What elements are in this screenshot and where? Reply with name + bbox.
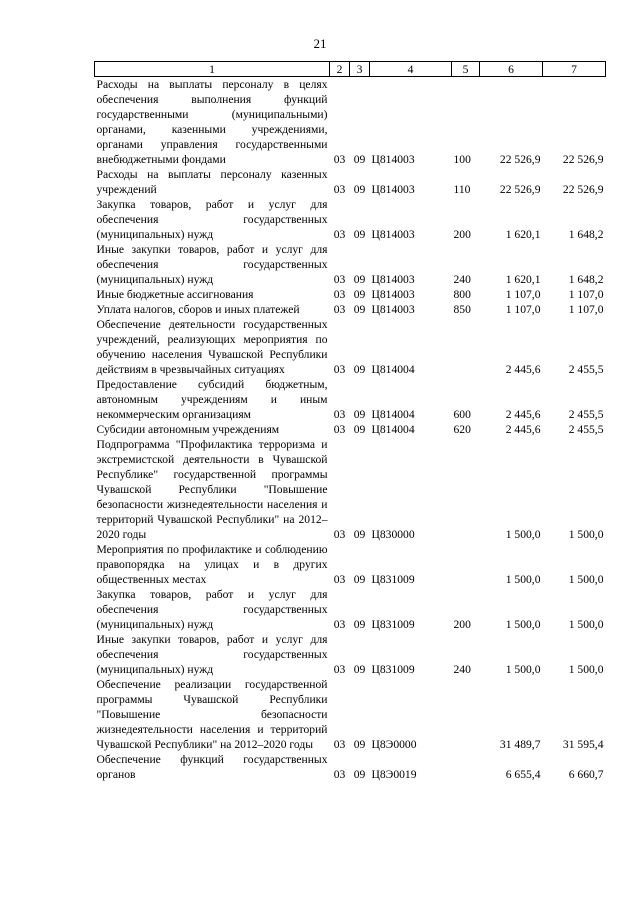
row-subsection: 09 [353,408,366,421]
row-subsection: 09 [353,528,366,541]
row-subsection: 09 [353,183,366,196]
row-amount-year2: 1 107,0 [568,288,604,301]
row-name: Расходы на выплаты персоналу в целях обеспечения выполнения функций государственными (муниципальными) органами, казенными учреждениями, органами управления государственными внебюджетными фондами [96,78,328,166]
table-row [95,287,606,302]
row-amount-year2: 1 107,0 [568,303,604,316]
table-row [95,302,606,317]
row-subsection: 09 [353,618,366,631]
row-expense-type: 200 [453,618,471,631]
row-section: 03 [333,423,346,436]
row-amount-year1: 1 500,0 [505,573,541,586]
row-amount-year1: 1 107,0 [505,303,541,316]
row-amount-year2: 1 648,2 [568,228,604,241]
row-amount-year2: 1 500,0 [568,663,604,676]
row-section: 03 [333,273,346,286]
table-row [95,242,606,287]
row-section: 03 [333,363,346,376]
table-row [95,437,606,542]
row-name: Обеспечение деятельности государственных учреждений, реализующих мероприятия по обучению населения Чувашской Республики действиям в чрезвычайных ситуациях [96,318,328,376]
row-subsection: 09 [353,768,366,781]
col-header-5: 5 [452,62,480,77]
table-row [95,752,606,782]
row-amount-year1: 22 526,9 [499,183,541,196]
col-header-7: 7 [543,62,606,77]
row-subsection: 09 [353,663,366,676]
row-subsection: 09 [353,273,366,286]
header-row [95,62,606,77]
row-section: 03 [333,153,346,166]
row-name: Расходы на выплаты персоналу казенных учреждений [96,168,328,196]
row-section: 03 [333,228,346,241]
col-header-1: 1 [95,62,330,77]
row-expense-type: 200 [453,228,471,241]
row-section: 03 [333,183,346,196]
row-amount-year2: 31 595,4 [562,738,604,751]
row-subsection: 09 [353,228,366,241]
row-section: 03 [333,528,346,541]
row-target-code: Ц814003 [371,228,415,241]
row-subsection: 09 [353,738,366,751]
row-expense-type: 850 [453,303,471,316]
table-row [95,632,606,677]
row-name: Иные закупки товаров, работ и услуг для обеспечения государственных (муниципальных) нужд [96,633,328,676]
table-row [95,542,606,587]
row-name: Закупка товаров, работ и услуг для обеспечения государственных (муниципальных) нужд [96,588,328,631]
row-expense-type: 100 [453,153,471,166]
row-section: 03 [333,288,346,301]
col-header-2: 2 [330,62,350,77]
row-amount-year1: 1 620,1 [505,228,541,241]
table-row [95,77,606,168]
row-expense-type: 800 [453,288,471,301]
row-amount-year1: 22 526,9 [499,153,541,166]
table-row [95,587,606,632]
row-subsection: 09 [353,303,366,316]
row-section: 03 [333,663,346,676]
row-amount-year1: 1 500,0 [505,618,541,631]
row-target-code: Ц831009 [371,663,415,676]
row-amount-year2: 2 455,5 [568,423,604,436]
row-section: 03 [333,408,346,421]
row-section: 03 [333,768,346,781]
table-row [95,317,606,377]
table-row [95,677,606,752]
col-header-3: 3 [350,62,370,77]
row-section: 03 [333,738,346,751]
row-expense-type [452,437,480,542]
row-target-code: Ц814003 [371,303,415,316]
row-name: Обеспечение функций государственных органов [96,753,328,781]
row-expense-type: 110 [453,183,471,196]
col-header-6: 6 [480,62,543,77]
row-name: Обеспечение реализации государственной программы Чувашской Республики "Повышение безопасности жизнедеятельности населения и территорий Чувашской Республики" на 2012–2020 годы [96,678,328,751]
table-row [95,167,606,197]
row-expense-type: 240 [453,663,471,676]
row-subsection: 09 [353,288,366,301]
row-name: Уплата налогов, сборов и иных платежей [96,303,300,316]
row-section: 03 [333,573,346,586]
row-target-code: Ц8Э0019 [371,768,417,781]
row-target-code: Ц814003 [371,288,415,301]
table-row [95,197,606,242]
row-amount-year2: 1 500,0 [568,573,604,586]
table-row [95,422,606,437]
row-amount-year1: 1 500,0 [505,663,541,676]
row-expense-type [452,752,480,782]
row-name: Закупка товаров, работ и услуг для обеспечения государственных (муниципальных) нужд [96,198,328,241]
row-section: 03 [333,303,346,316]
row-amount-year2: 2 455,5 [568,363,604,376]
row-target-code: Ц814004 [371,408,415,421]
table-row [95,377,606,422]
row-target-code: Ц814003 [371,183,415,196]
row-amount-year2: 22 526,9 [562,153,604,166]
row-target-code: Ц814003 [371,273,415,286]
row-expense-type: 240 [453,273,471,286]
row-target-code: Ц831009 [371,573,415,586]
row-amount-year2: 1 648,2 [568,273,604,286]
row-target-code: Ц830000 [371,528,415,541]
row-name: Мероприятия по профилактике и соблюдению правопорядка на улицах и в других общественных местах [96,543,328,586]
row-name: Предоставление субсидий бюджетным, автономным учреждениям и иным некоммерческим организациям [96,378,328,421]
page-number: 21 [313,36,327,51]
row-target-code: Ц814003 [371,153,415,166]
row-amount-year2: 6 660,7 [568,768,604,781]
row-subsection: 09 [353,363,366,376]
row-amount-year1: 2 445,6 [505,408,541,421]
row-expense-type: 620 [453,423,471,436]
row-amount-year2: 1 500,0 [568,618,604,631]
row-target-code: Ц831009 [371,618,415,631]
row-amount-year1: 1 500,0 [505,528,541,541]
row-expense-type [452,542,480,587]
row-subsection: 09 [353,153,366,166]
row-amount-year2: 22 526,9 [562,183,604,196]
row-amount-year1: 6 655,4 [505,768,541,781]
budget-table [94,61,606,782]
row-name: Субсидии автономным учреждениям [96,423,280,436]
row-section: 03 [333,618,346,631]
row-name: Иные бюджетные ассигнования [96,288,254,301]
row-subsection: 09 [353,573,366,586]
row-amount-year1: 1 620,1 [505,273,541,286]
row-subsection: 09 [353,423,366,436]
row-amount-year2: 2 455,5 [568,408,604,421]
row-amount-year1: 2 445,6 [505,423,541,436]
row-target-code: Ц814004 [371,363,415,376]
row-target-code: Ц8Э0000 [371,738,417,751]
row-expense-type: 600 [453,408,471,421]
col-header-4: 4 [370,62,452,77]
row-target-code: Ц814004 [371,423,415,436]
row-name: Подпрограмма "Профилактика терроризма и экстремистской деятельности в Чувашской Республике" государственной программы Чувашской Республики "Повышение безопасности жизнедеятельности населения и территорий Чувашской Республики" на 2012–2020 годы [96,438,328,541]
row-expense-type [452,317,480,377]
row-amount-year1: 2 445,6 [505,363,541,376]
row-amount-year1: 31 489,7 [499,738,541,751]
row-amount-year1: 1 107,0 [505,288,541,301]
row-expense-type [452,677,480,752]
row-name: Иные закупки товаров, работ и услуг для обеспечения государственных (муниципальных) нужд [96,243,328,286]
row-amount-year2: 1 500,0 [568,528,604,541]
